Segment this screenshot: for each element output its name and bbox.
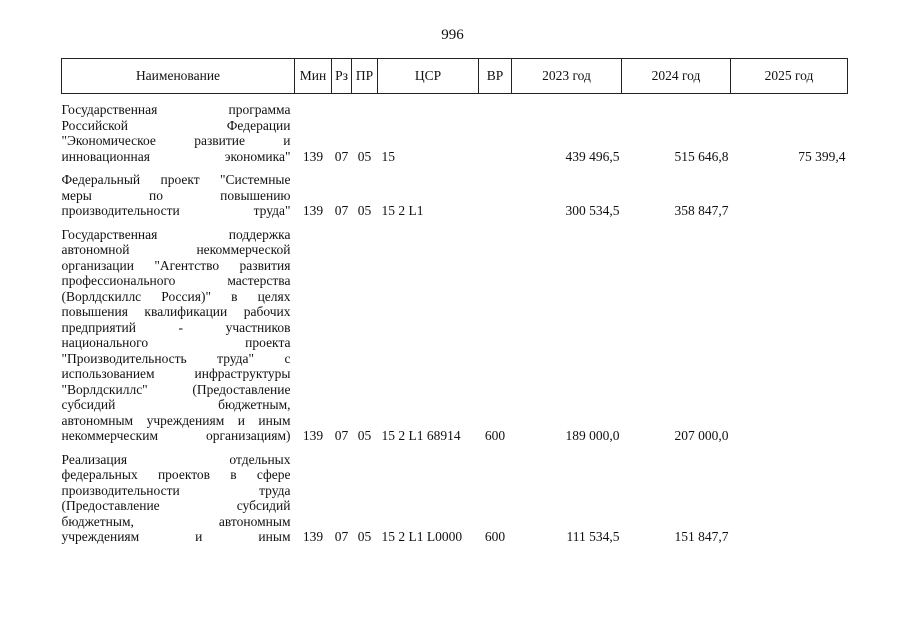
row-2025 — [731, 227, 848, 452]
row-rz: 07 — [334, 203, 349, 218]
row-2024: 515 646,8 — [674, 148, 729, 164]
row-name — [62, 452, 295, 553]
row-2025 — [731, 452, 848, 553]
header-csr: ЦСР — [378, 59, 479, 94]
row-2023: 300 534,5 — [565, 203, 620, 218]
header-2024: 2024 год — [622, 59, 731, 94]
row-name-line: предприятий - участников — [61, 319, 291, 335]
row-pr: 05 — [357, 529, 372, 544]
row-name-line: национального проекта — [61, 335, 291, 350]
row-min: 139 — [302, 529, 324, 544]
row-min: 139 — [302, 428, 324, 443]
row-pr: 05 — [357, 428, 372, 443]
header-pr: ПР — [352, 59, 378, 94]
header-2023: 2023 год — [512, 59, 622, 94]
header-rz: Рз — [332, 59, 352, 94]
row-rz: 07 — [334, 148, 349, 164]
budget-table — [61, 58, 848, 553]
row-name — [62, 172, 295, 227]
row-name-line: автономной некоммерческой — [61, 242, 291, 257]
row-2023: 439 496,5 — [565, 148, 620, 164]
row-name-line: субсидий бюджетным, — [61, 397, 291, 412]
header-name: Наименование — [62, 59, 295, 94]
row-2025 — [731, 172, 848, 227]
row-csr: 15 2 L1 L0000 — [381, 529, 463, 544]
row-vr: 600 — [484, 529, 506, 544]
row-name-line: "Ворлдскиллс" (Предоставление — [61, 381, 291, 397]
table-row — [62, 452, 848, 553]
header-2025: 2025 год — [731, 59, 848, 94]
row-rz: 07 — [334, 529, 349, 544]
row-name-line: учреждениям и иным — [61, 529, 291, 544]
table-header-row — [62, 59, 848, 94]
row-2023: 111 534,5 — [566, 529, 620, 544]
row-csr: 15 — [381, 148, 395, 164]
row-2023: 189 000,0 — [565, 428, 620, 443]
row-name-line: Государственная поддержка — [61, 226, 291, 242]
row-name-line: Реализация отдельных — [61, 451, 291, 467]
row-name — [62, 94, 295, 173]
row-name-line: меры по повышению — [61, 187, 291, 203]
row-name-line: повышения квалификации рабочих — [61, 304, 291, 319]
row-rz: 07 — [334, 428, 349, 443]
row-name-line: (Ворлдскиллс Россия)" в целях — [61, 288, 291, 304]
row-csr: 15 2 L1 68914 — [381, 428, 461, 443]
table-body — [62, 94, 848, 553]
row-min: 139 — [302, 148, 324, 164]
row-min: 139 — [302, 203, 324, 218]
row-name-line: организации "Агентство развития — [61, 257, 291, 273]
table-row — [62, 227, 848, 452]
row-name-line: бюджетным, автономным — [61, 513, 291, 529]
page-number: 996 — [441, 27, 464, 43]
row-name-line: инновационная экономика" — [61, 148, 291, 164]
row-csr: 15 2 L1 — [381, 203, 424, 218]
row-name-line: (Предоставление субсидий — [61, 498, 291, 513]
row-vr — [479, 94, 512, 173]
row-name-line: федеральных проектов в сфере — [61, 467, 291, 482]
row-name-line: Российской Федерации — [61, 117, 291, 133]
row-name-line: "Производительность труда" с — [61, 350, 291, 366]
row-name-line: производительности труда — [61, 482, 291, 498]
row-vr — [479, 172, 512, 227]
row-name-line: использованием инфраструктуры — [61, 366, 291, 381]
row-name-line: некоммерческим организациям) — [61, 428, 291, 443]
row-name-line: "Экономическое развитие и — [61, 133, 291, 148]
row-name-line: производительности труда" — [61, 203, 291, 218]
row-name-line: автономным учреждениям и иным — [61, 412, 291, 428]
table-row — [62, 94, 848, 173]
row-name-line: профессионального мастерства — [61, 273, 291, 288]
row-vr: 600 — [484, 428, 506, 443]
row-name — [62, 227, 295, 452]
row-name-line: Государственная программа — [61, 102, 291, 117]
row-name-line: Федеральный проект "Системные — [61, 172, 291, 187]
header-min: Мин — [295, 59, 332, 94]
table-row — [62, 172, 848, 227]
header-vr: ВР — [479, 59, 512, 94]
row-pr: 05 — [357, 148, 372, 164]
row-2025: 75 399,4 — [798, 148, 846, 164]
row-pr: 05 — [357, 203, 372, 218]
row-2024: 358 847,7 — [674, 203, 729, 218]
row-2024: 207 000,0 — [674, 428, 729, 443]
row-2024: 151 847,7 — [674, 529, 729, 544]
